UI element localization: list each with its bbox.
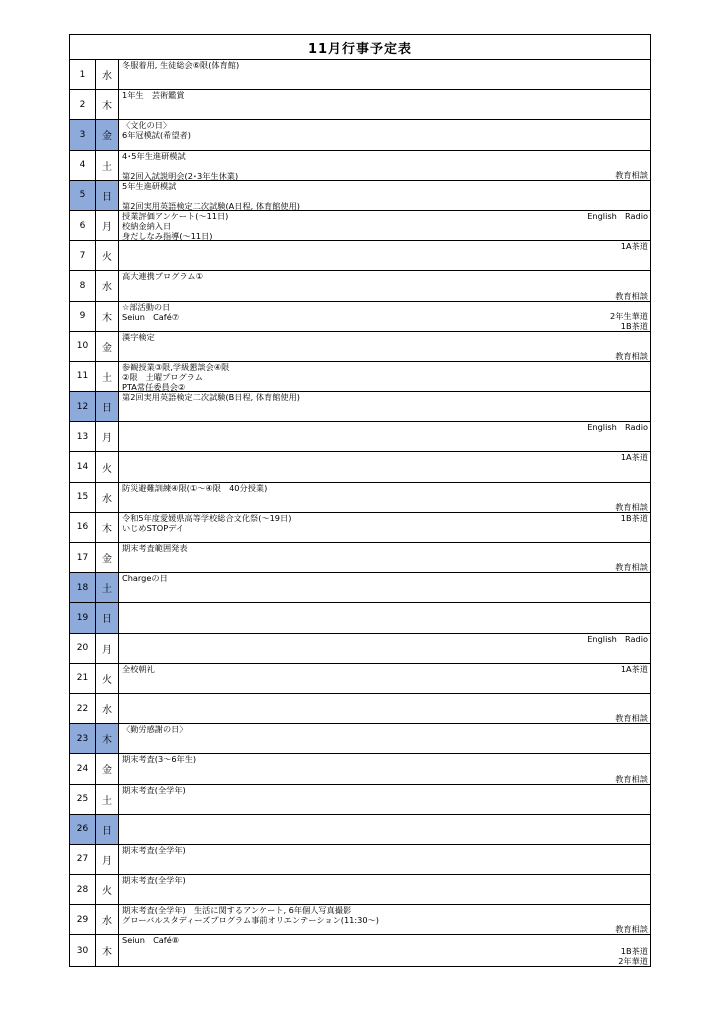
activity-list [621, 513, 648, 542]
day-row [70, 60, 650, 90]
day-weekday: 火 [96, 875, 119, 904]
day-events [119, 181, 650, 210]
day-date: 16 [70, 513, 96, 542]
day-row [70, 422, 650, 452]
event-item: 期末考査(全学年) [122, 875, 186, 886]
event-list [122, 483, 267, 512]
day-row [70, 905, 650, 935]
day-date: 6 [70, 211, 96, 240]
day-weekday: 火 [96, 452, 119, 481]
day-row [70, 211, 650, 241]
activity-item: 2年華道 [618, 955, 648, 966]
activity-item: 教育相談 [615, 924, 648, 935]
day-weekday: 日 [96, 815, 119, 844]
activity-item: 教育相談 [615, 501, 648, 512]
day-date: 19 [70, 603, 96, 632]
activity-item: 教育相談 [615, 350, 648, 361]
day-weekday: 金 [96, 332, 119, 361]
day-events [119, 513, 650, 542]
activity-list [618, 935, 648, 965]
activity-list [621, 452, 648, 481]
activity-item: 教育相談 [615, 773, 648, 784]
activity-item: English Radio [587, 422, 648, 433]
event-list [122, 573, 168, 602]
day-events [119, 241, 650, 270]
day-date: 14 [70, 452, 96, 481]
event-list [122, 332, 155, 361]
day-events [119, 634, 650, 663]
day-weekday: 土 [96, 362, 119, 391]
day-row [70, 120, 650, 150]
day-events [119, 392, 650, 421]
day-events [119, 211, 650, 240]
event-list [122, 785, 186, 814]
day-weekday: 水 [96, 905, 119, 934]
event-list [122, 90, 185, 119]
day-date: 8 [70, 271, 96, 300]
day-row [70, 815, 650, 845]
day-events [119, 60, 650, 89]
day-weekday: 土 [96, 151, 119, 180]
day-events [119, 302, 650, 331]
event-item: Chargeの日 [122, 573, 168, 584]
day-row [70, 845, 650, 875]
day-weekday: 火 [96, 664, 119, 693]
event-item: 〈勤労感謝の日〉 [122, 724, 188, 735]
activity-list [615, 483, 648, 512]
event-list [122, 362, 229, 391]
day-row [70, 603, 650, 633]
day-row [70, 483, 650, 513]
day-events [119, 120, 650, 149]
day-events [119, 905, 650, 934]
day-row [70, 302, 650, 332]
day-date: 28 [70, 875, 96, 904]
day-date: 29 [70, 905, 96, 934]
schedule-rows [70, 60, 650, 966]
event-list [122, 60, 239, 89]
day-weekday: 土 [96, 573, 119, 602]
day-events [119, 935, 650, 965]
day-row [70, 181, 650, 211]
event-list [122, 392, 300, 421]
day-date: 11 [70, 362, 96, 391]
event-item: 5年生進研模試 [122, 180, 177, 191]
event-list [122, 845, 186, 874]
day-date: 12 [70, 392, 96, 421]
event-item: 〈文化の日〉 [122, 120, 172, 131]
event-list [122, 513, 291, 542]
event-list [122, 543, 188, 572]
day-weekday: 水 [96, 694, 119, 723]
day-row [70, 362, 650, 392]
event-item: ☆部活動の日 [122, 301, 171, 312]
activity-item: 教育相談 [615, 290, 648, 301]
day-date: 4 [70, 151, 96, 180]
activity-list [610, 302, 648, 331]
activity-list [615, 754, 648, 783]
day-date: 20 [70, 634, 96, 663]
day-weekday: 木 [96, 513, 119, 542]
event-item: 期末考査(全学年) [122, 844, 186, 855]
day-events [119, 664, 650, 693]
day-date: 1 [70, 60, 96, 89]
activity-item: 1A茶道 [620, 663, 648, 674]
day-events [119, 694, 650, 723]
day-weekday: 日 [96, 181, 119, 210]
day-date: 30 [70, 935, 96, 965]
event-item: 第2回実用英語検定二次試験(A日程, 体育館使用) [122, 200, 300, 210]
activity-item: 教育相談 [615, 713, 648, 724]
day-weekday: 火 [96, 241, 119, 270]
day-events [119, 875, 650, 904]
activity-item: English Radio [587, 210, 648, 221]
event-list [122, 181, 300, 210]
day-date: 26 [70, 815, 96, 844]
event-item: グローバルスタディーズプログラム事前オリエンテーション(11:30～) [122, 915, 379, 926]
day-events [119, 332, 650, 361]
day-row [70, 875, 650, 905]
event-list [122, 120, 191, 149]
event-list [122, 664, 155, 693]
day-events [119, 422, 650, 451]
event-item: 高大連携プログラム① [122, 271, 203, 282]
event-item: PTA常任委員会② [122, 381, 186, 392]
day-events [119, 452, 650, 481]
activity-list [615, 694, 648, 723]
event-item: 第2回入試説明会(2･3年生休業) [122, 170, 239, 180]
event-item: 参観授業③限,学級懇談会④限 [122, 361, 230, 372]
event-item: 期末考査(3～6年生) [122, 754, 197, 765]
event-list [122, 754, 196, 783]
day-date: 24 [70, 754, 96, 783]
day-weekday: 土 [96, 785, 119, 814]
day-date: 22 [70, 694, 96, 723]
activity-list [587, 211, 648, 240]
day-weekday: 木 [96, 90, 119, 119]
day-row [70, 151, 650, 181]
activity-list [587, 634, 648, 663]
day-row [70, 664, 650, 694]
day-events [119, 785, 650, 814]
event-list [122, 875, 186, 904]
day-row [70, 573, 650, 603]
event-list [122, 935, 179, 965]
day-date: 25 [70, 785, 96, 814]
day-date: 9 [70, 302, 96, 331]
day-weekday: 木 [96, 724, 119, 753]
event-item: 防災避難訓練④限(①～④限 40分授業) [122, 482, 268, 493]
event-item: Seiun Café⑦ [122, 311, 180, 322]
day-events [119, 543, 650, 572]
event-item: 6年冠模試(希望者) [122, 130, 191, 141]
activity-list [621, 664, 648, 693]
day-date: 2 [70, 90, 96, 119]
day-date: 13 [70, 422, 96, 451]
day-weekday: 木 [96, 302, 119, 331]
activity-item: 1B茶道 [620, 512, 648, 523]
activity-item: 1A茶道 [620, 241, 648, 252]
day-weekday: 水 [96, 271, 119, 300]
event-item [122, 161, 238, 171]
day-date: 23 [70, 724, 96, 753]
day-date: 21 [70, 664, 96, 693]
day-events [119, 724, 650, 753]
event-item: 期末考査範囲発表 [122, 543, 188, 553]
day-weekday: 月 [96, 634, 119, 663]
activity-list [621, 241, 648, 270]
event-item: 冬服着用, 生徒総会⑥限(体育館) [122, 60, 240, 70]
event-item: 4･5年生進研模試 [122, 150, 186, 161]
event-item: Seiun Café⑧ [122, 935, 180, 946]
day-events [119, 603, 650, 632]
day-events [119, 573, 650, 602]
day-events [119, 90, 650, 119]
activity-item: 1B茶道 [620, 320, 648, 331]
event-item: ②限 土曜プログラム [122, 371, 203, 382]
day-row [70, 634, 650, 664]
event-item: いじめSTOPデイ [122, 522, 184, 533]
day-weekday: 木 [96, 935, 119, 965]
day-row [70, 332, 650, 362]
event-item: 漢字検定 [122, 331, 155, 342]
event-list [122, 302, 179, 331]
day-row [70, 785, 650, 815]
event-list [122, 151, 238, 180]
day-weekday: 金 [96, 543, 119, 572]
schedule-table [69, 34, 651, 967]
activity-list [587, 422, 648, 451]
event-list [122, 905, 379, 934]
day-date: 18 [70, 573, 96, 602]
event-item: 期末考査(全学年) 生活に関するアンケート, 6年個人写真撮影 [122, 905, 352, 916]
activity-list [615, 543, 648, 572]
day-weekday: 日 [96, 392, 119, 421]
day-weekday: 月 [96, 422, 119, 451]
activity-item: English Radio [587, 633, 648, 644]
day-weekday: 月 [96, 211, 119, 240]
event-item [122, 191, 300, 201]
event-list [122, 211, 228, 240]
day-row [70, 543, 650, 573]
activity-item: 2年生華道 [610, 310, 648, 321]
day-row [70, 452, 650, 482]
day-events [119, 483, 650, 512]
activity-item: 教育相談 [615, 169, 648, 180]
event-item: 身だしなみ指導(～11日) [122, 230, 213, 241]
day-weekday: 金 [96, 120, 119, 149]
activity-list [615, 905, 648, 934]
day-weekday: 水 [96, 483, 119, 512]
day-row [70, 271, 650, 301]
day-events [119, 754, 650, 783]
day-row [70, 90, 650, 120]
day-row [70, 392, 650, 422]
day-events [119, 151, 650, 180]
day-weekday: 金 [96, 754, 119, 783]
event-item: 全校朝礼 [122, 663, 155, 674]
event-item: 期末考査(全学年) [122, 784, 186, 795]
activity-list [615, 332, 648, 361]
day-date: 7 [70, 241, 96, 270]
event-item: 令和5年度愛媛県高等学校総合文化祭(～19日) [122, 512, 292, 523]
day-weekday: 月 [96, 845, 119, 874]
activity-item: 1A茶道 [620, 452, 648, 463]
day-date: 5 [70, 181, 96, 210]
day-row [70, 513, 650, 543]
day-row [70, 754, 650, 784]
activity-item: 1B茶道 [620, 945, 648, 956]
day-date: 17 [70, 543, 96, 572]
event-list [122, 271, 203, 300]
day-row [70, 241, 650, 271]
day-events [119, 271, 650, 300]
schedule-title: 11月行事予定表 [70, 35, 650, 60]
day-row [70, 694, 650, 724]
day-weekday: 日 [96, 603, 119, 632]
activity-list [615, 271, 648, 300]
day-row [70, 935, 650, 965]
event-list [122, 724, 188, 753]
event-item: 第2回実用英語検定二次試験(B日程, 体育館使用) [122, 392, 300, 403]
event-item: 校納金納入日 [122, 220, 172, 231]
day-weekday: 水 [96, 60, 119, 89]
day-row [70, 724, 650, 754]
day-date: 3 [70, 120, 96, 149]
day-events [119, 845, 650, 874]
event-item: 授業評価アンケート(～11日) [122, 210, 229, 221]
day-events [119, 362, 650, 391]
day-date: 15 [70, 483, 96, 512]
day-events [119, 815, 650, 844]
activity-item: 教育相談 [615, 562, 648, 573]
day-date: 10 [70, 332, 96, 361]
activity-list [615, 151, 648, 180]
day-date: 27 [70, 845, 96, 874]
event-item: 1年生 芸術鑑賞 [122, 90, 185, 101]
